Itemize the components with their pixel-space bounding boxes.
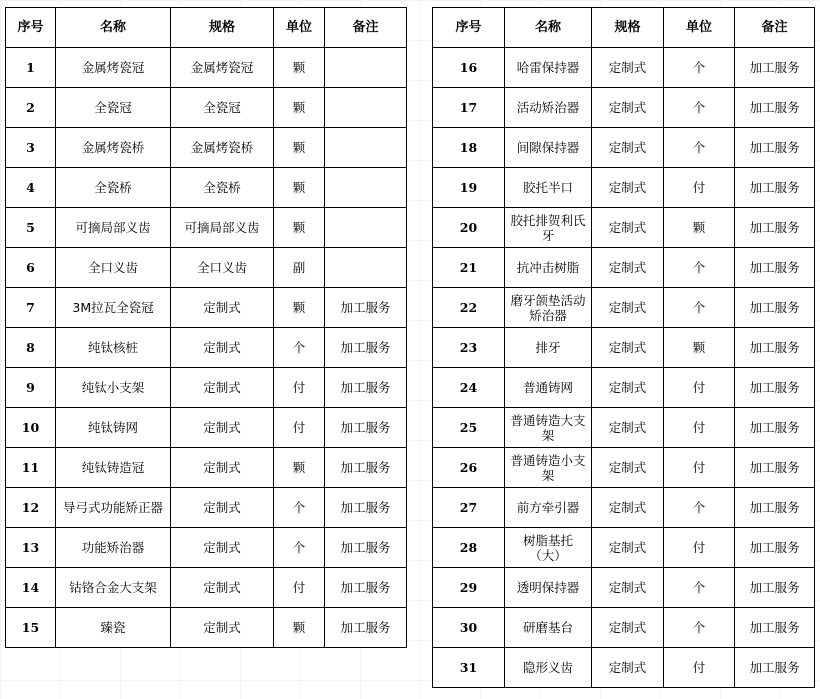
table-row	[433, 88, 815, 128]
cell-note: 加工服务	[735, 88, 815, 128]
cell-unit: 个	[664, 288, 735, 328]
table-row	[433, 408, 815, 448]
cell-note	[325, 168, 407, 208]
cell-name: 金属烤瓷桥	[56, 128, 171, 168]
cell-no: 13	[6, 528, 56, 568]
cell-no: 17	[433, 88, 505, 128]
cell-unit: 颗	[664, 208, 735, 248]
cell-no: 31	[433, 648, 505, 688]
table-row	[433, 488, 815, 528]
cell-note: 加工服务	[735, 368, 815, 408]
cell-unit: 付	[274, 568, 325, 608]
cell-note: 加工服务	[735, 608, 815, 648]
cell-no: 16	[433, 48, 505, 88]
cell-no: 22	[433, 288, 505, 328]
cell-spec: 定制式	[592, 168, 664, 208]
table-row	[6, 168, 407, 208]
cell-unit: 付	[664, 368, 735, 408]
cell-spec: 定制式	[171, 288, 274, 328]
cell-no: 12	[6, 488, 56, 528]
cell-note: 加工服务	[325, 288, 407, 328]
table-row	[433, 288, 815, 328]
cell-no: 1	[6, 48, 56, 88]
cell-unit: 颗	[274, 48, 325, 88]
cell-spec: 定制式	[171, 368, 274, 408]
table-body-right	[433, 48, 815, 688]
header-no: 序号	[6, 8, 56, 48]
cell-no: 14	[6, 568, 56, 608]
cell-name: 纯钛铸造冠	[56, 448, 171, 488]
cell-name: 透明保持器	[505, 568, 592, 608]
cell-name: 胶托半口	[505, 168, 592, 208]
cell-note: 加工服务	[735, 168, 815, 208]
cell-unit: 个	[274, 488, 325, 528]
cell-name: 导弓式功能矫正器	[56, 488, 171, 528]
cell-name: 活动矫治器	[505, 88, 592, 128]
table-row	[6, 408, 407, 448]
cell-spec: 定制式	[171, 488, 274, 528]
cell-note: 加工服务	[735, 128, 815, 168]
cell-note: 加工服务	[325, 528, 407, 568]
cell-no: 8	[6, 328, 56, 368]
cell-no: 24	[433, 368, 505, 408]
header-spec: 规格	[592, 8, 664, 48]
table-row	[433, 368, 815, 408]
table-row	[433, 168, 815, 208]
cell-no: 18	[433, 128, 505, 168]
cell-note: 加工服务	[735, 408, 815, 448]
cell-unit: 个	[664, 608, 735, 648]
cell-name: 间隙保持器	[505, 128, 592, 168]
cell-name: 全口义齿	[56, 248, 171, 288]
table-row	[6, 248, 407, 288]
cell-name: 隐形义齿	[505, 648, 592, 688]
header-note: 备注	[735, 8, 815, 48]
cell-note: 加工服务	[735, 448, 815, 488]
cell-unit: 颗	[274, 288, 325, 328]
cell-no: 30	[433, 608, 505, 648]
cell-note	[325, 128, 407, 168]
cell-spec: 定制式	[592, 88, 664, 128]
cell-unit: 副	[274, 248, 325, 288]
cell-spec: 定制式	[171, 408, 274, 448]
cell-unit: 个	[274, 328, 325, 368]
cell-name: 抗冲击树脂	[505, 248, 592, 288]
table-row	[6, 568, 407, 608]
table-row	[6, 368, 407, 408]
cell-spec: 定制式	[592, 128, 664, 168]
table-row	[6, 88, 407, 128]
product-table-left	[5, 7, 407, 648]
cell-name: 普通铸造大支架	[505, 408, 592, 448]
cell-spec: 定制式	[592, 288, 664, 328]
cell-no: 26	[433, 448, 505, 488]
cell-note: 加工服务	[735, 488, 815, 528]
cell-unit: 颗	[664, 328, 735, 368]
cell-name: 臻瓷	[56, 608, 171, 648]
cell-spec: 金属烤瓷冠	[171, 48, 274, 88]
cell-spec: 定制式	[592, 208, 664, 248]
cell-name: 钴铬合金大支架	[56, 568, 171, 608]
cell-unit: 颗	[274, 608, 325, 648]
cell-unit: 个	[274, 528, 325, 568]
table-row	[433, 528, 815, 568]
cell-unit: 个	[664, 48, 735, 88]
table-row	[433, 328, 815, 368]
table-row	[6, 448, 407, 488]
table-row	[6, 608, 407, 648]
cell-spec: 全口义齿	[171, 248, 274, 288]
table-row	[433, 128, 815, 168]
cell-note: 加工服务	[325, 608, 407, 648]
table-row	[6, 48, 407, 88]
cell-no: 23	[433, 328, 505, 368]
table-row	[6, 288, 407, 328]
cell-note: 加工服务	[325, 408, 407, 448]
cell-spec: 定制式	[171, 448, 274, 488]
cell-name: 普通铸造小支架	[505, 448, 592, 488]
table-row	[433, 648, 815, 688]
cell-note	[325, 88, 407, 128]
cell-note: 加工服务	[325, 328, 407, 368]
cell-unit: 付	[664, 448, 735, 488]
cell-no: 6	[6, 248, 56, 288]
cell-note: 加工服务	[735, 248, 815, 288]
header-row	[433, 8, 815, 48]
product-table-right	[432, 7, 815, 688]
cell-unit: 付	[664, 168, 735, 208]
table-row	[433, 608, 815, 648]
cell-no: 4	[6, 168, 56, 208]
cell-note: 加工服务	[325, 488, 407, 528]
cell-no: 7	[6, 288, 56, 328]
cell-name: 普通铸网	[505, 368, 592, 408]
cell-note	[325, 48, 407, 88]
header-spec: 规格	[171, 8, 274, 48]
table-body-left	[6, 48, 407, 648]
cell-spec: 定制式	[592, 368, 664, 408]
cell-unit: 颗	[274, 128, 325, 168]
cell-spec: 定制式	[592, 648, 664, 688]
cell-no: 3	[6, 128, 56, 168]
cell-note: 加工服务	[735, 328, 815, 368]
cell-name: 金属烤瓷冠	[56, 48, 171, 88]
table-row	[433, 208, 815, 248]
cell-spec: 金属烤瓷桥	[171, 128, 274, 168]
cell-note: 加工服务	[325, 448, 407, 488]
header-name: 名称	[505, 8, 592, 48]
cell-no: 20	[433, 208, 505, 248]
table-row	[6, 488, 407, 528]
cell-spec: 定制式	[592, 488, 664, 528]
cell-no: 28	[433, 528, 505, 568]
header-note: 备注	[325, 8, 407, 48]
cell-name: 磨牙颌垫活动矫治器	[505, 288, 592, 328]
cell-name: 3M拉瓦全瓷冠	[56, 288, 171, 328]
cell-spec: 定制式	[592, 568, 664, 608]
cell-no: 9	[6, 368, 56, 408]
cell-name: 功能矫治器	[56, 528, 171, 568]
cell-unit: 付	[274, 368, 325, 408]
cell-no: 11	[6, 448, 56, 488]
cell-no: 25	[433, 408, 505, 448]
cell-no: 29	[433, 568, 505, 608]
cell-unit: 颗	[274, 448, 325, 488]
cell-spec: 定制式	[592, 408, 664, 448]
cell-spec: 定制式	[171, 568, 274, 608]
cell-name: 纯钛小支架	[56, 368, 171, 408]
cell-name: 树脂基托（大）	[505, 528, 592, 568]
cell-unit: 个	[664, 568, 735, 608]
table-row	[6, 208, 407, 248]
table-row	[6, 528, 407, 568]
cell-unit: 颗	[274, 88, 325, 128]
cell-no: 19	[433, 168, 505, 208]
cell-spec: 定制式	[171, 528, 274, 568]
cell-spec: 可摘局部义齿	[171, 208, 274, 248]
table-row	[433, 48, 815, 88]
cell-note: 加工服务	[325, 368, 407, 408]
cell-name: 纯钛核桩	[56, 328, 171, 368]
cell-spec: 全瓷冠	[171, 88, 274, 128]
cell-no: 21	[433, 248, 505, 288]
cell-name: 全瓷桥	[56, 168, 171, 208]
header-name: 名称	[56, 8, 171, 48]
table-row	[6, 128, 407, 168]
cell-spec: 定制式	[592, 48, 664, 88]
table-row	[433, 568, 815, 608]
header-unit: 单位	[664, 8, 735, 48]
cell-unit: 付	[664, 528, 735, 568]
cell-spec: 定制式	[171, 328, 274, 368]
cell-unit: 付	[274, 408, 325, 448]
cell-no: 15	[6, 608, 56, 648]
cell-note: 加工服务	[735, 48, 815, 88]
cell-unit: 个	[664, 488, 735, 528]
cell-note: 加工服务	[735, 288, 815, 328]
cell-spec: 定制式	[592, 528, 664, 568]
cell-name: 排牙	[505, 328, 592, 368]
header-row	[6, 8, 407, 48]
cell-unit: 付	[664, 408, 735, 448]
table-row	[433, 448, 815, 488]
header-unit: 单位	[274, 8, 325, 48]
cell-no: 5	[6, 208, 56, 248]
cell-no: 2	[6, 88, 56, 128]
cell-note	[325, 248, 407, 288]
cell-spec: 定制式	[592, 248, 664, 288]
cell-note: 加工服务	[735, 208, 815, 248]
cell-name: 前方牵引器	[505, 488, 592, 528]
cell-unit: 付	[664, 648, 735, 688]
cell-name: 纯钛铸网	[56, 408, 171, 448]
cell-name: 全瓷冠	[56, 88, 171, 128]
table-row	[6, 328, 407, 368]
cell-note: 加工服务	[735, 648, 815, 688]
cell-name: 胶托排贺利氏牙	[505, 208, 592, 248]
cell-name: 可摘局部义齿	[56, 208, 171, 248]
cell-unit: 个	[664, 128, 735, 168]
cell-spec: 定制式	[592, 608, 664, 648]
cell-no: 10	[6, 408, 56, 448]
cell-name: 研磨基台	[505, 608, 592, 648]
cell-unit: 颗	[274, 168, 325, 208]
header-no: 序号	[433, 8, 505, 48]
cell-unit: 颗	[274, 208, 325, 248]
cell-note: 加工服务	[325, 568, 407, 608]
cell-note: 加工服务	[735, 568, 815, 608]
cell-note	[325, 208, 407, 248]
cell-unit: 个	[664, 248, 735, 288]
cell-spec: 定制式	[592, 328, 664, 368]
cell-note: 加工服务	[735, 528, 815, 568]
cell-unit: 个	[664, 88, 735, 128]
cell-spec: 定制式	[592, 448, 664, 488]
cell-no: 27	[433, 488, 505, 528]
cell-spec: 全瓷桥	[171, 168, 274, 208]
table-row	[433, 248, 815, 288]
cell-spec: 定制式	[171, 608, 274, 648]
cell-name: 哈雷保持器	[505, 48, 592, 88]
